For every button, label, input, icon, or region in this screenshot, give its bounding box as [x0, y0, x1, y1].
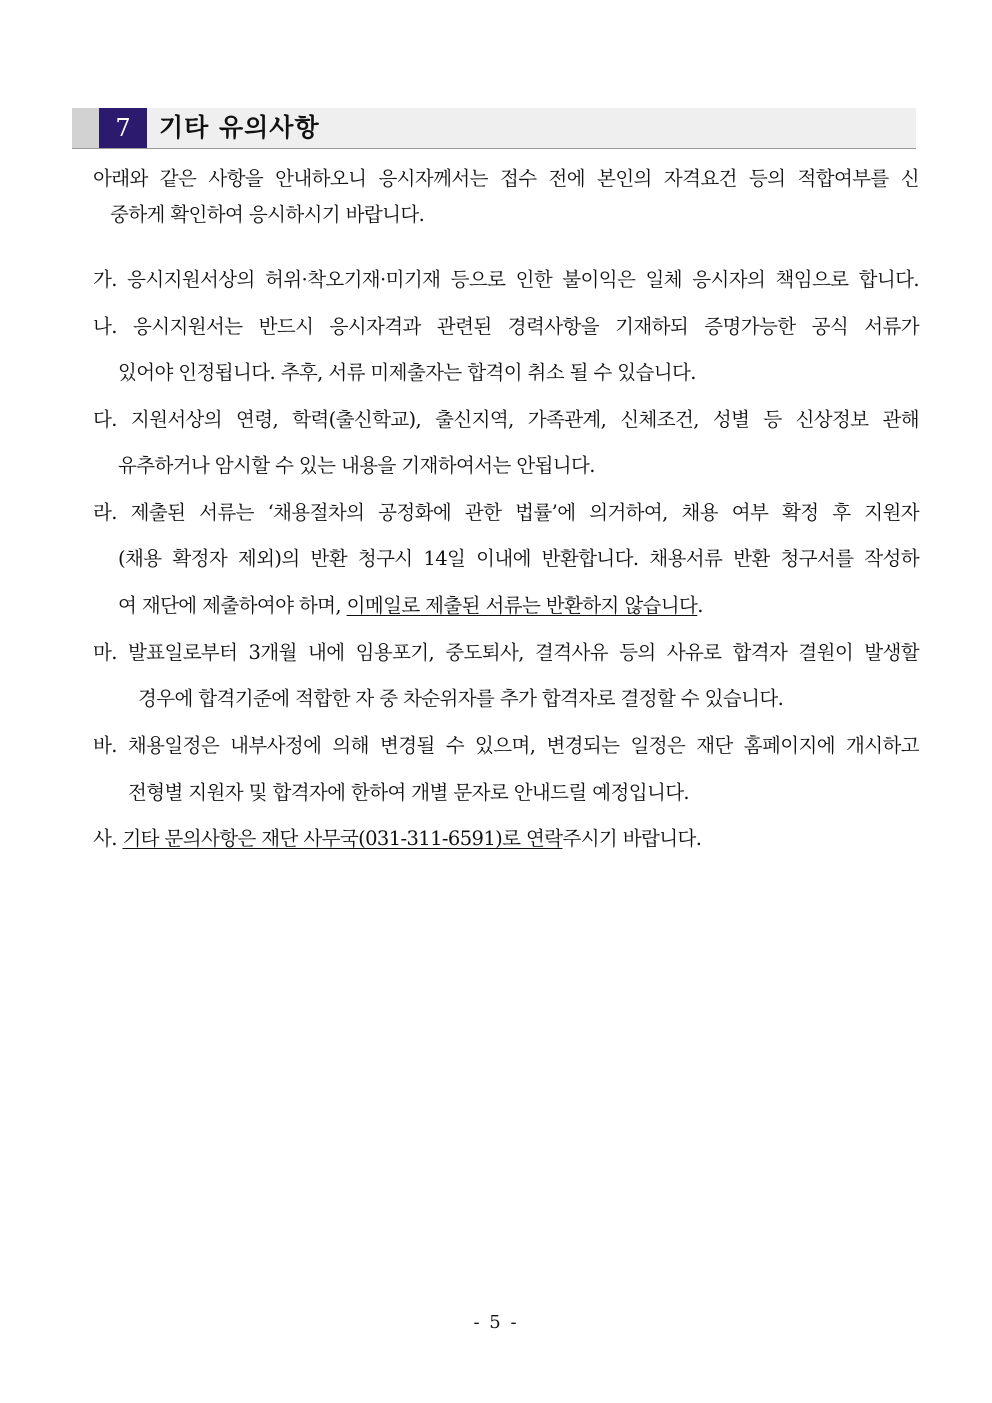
item-da-line-1: 다. 지원서상의 연령, 학력(출신학교), 출신지역, 가족관계, 신체조건, 성별 등 신상정보 관해	[93, 408, 919, 431]
item-ga-line-1: 가. 응시지원서상의 허위·착오기재·미기재 등으로 인한 불이익은 일체 응시자의 책임으로 합니다.	[93, 268, 919, 291]
item-sa-line-1	[93, 827, 919, 851]
item-ma-line-1: 마. 발표일로부터 3개월 내에 임용포기, 중도퇴사, 결격사유 등의 사유로 합격자 결원이 발생할	[93, 641, 919, 664]
item-ra-line-2: (채용 확정자 제외)의 반환 청구시 14일 이내에 반환합니다. 채용서류 반환 청구서를 작성하	[118, 547, 919, 570]
item-sa-prefix: 사.	[93, 827, 123, 850]
item-ba-line-1: 바. 채용일정은 내부사정에 의해 변경될 수 있으며, 변경되는 일정은 재단 홈페이지에 개시하고	[93, 734, 919, 757]
intro-line-2: 중하게 확인하여 응시하시기 바랍니다.	[110, 203, 425, 226]
item-sa-suffix: 주시기 바랍니다.	[562, 827, 702, 850]
item-na-line-1: 나. 응시지원서는 반드시 응시자격과 관련된 경력사항을 기재하되 증명가능한 공식 서류가	[93, 315, 919, 338]
item-ba-line-2: 전형별 지원자 및 합격자에 한하여 개별 문자로 안내드릴 예정입니다.	[128, 781, 690, 804]
item-ra-line-3-prefix: 여 재단에 제출하여야 하며,	[118, 594, 347, 617]
item-ra-line-1: 라. 제출된 서류는 ‘채용절차의 공정화에 관한 법률’에 의거하여, 채용 여부 확정 후 지원자	[93, 501, 919, 524]
item-ra-line-3	[118, 594, 919, 618]
section-header-strip	[72, 108, 99, 148]
item-da-line-2: 유추하거나 암시할 수 있는 내용을 기재하여서는 안됩니다.	[118, 454, 595, 477]
item-na-line-2: 있어야 인정됩니다. 추후, 서류 미제출자는 합격이 취소 될 수 있습니다.	[118, 361, 696, 384]
page-number: - 5 -	[473, 1312, 519, 1333]
section-title: 기타 유의사항	[159, 113, 320, 142]
intro-line-1: 아래와 같은 사항을 안내하오니 응시자께서는 접수 전에 본인의 자격요건 등의 적합여부를 신	[93, 167, 919, 190]
item-ra-underlined-note: 이메일로 제출된 서류는 반환하지 않습니다	[346, 594, 698, 617]
item-sa-contact-underlined: 기타 문의사항은 재단 사무국(031-311-6591)로 연락	[122, 827, 563, 850]
item-ra-line-3-suffix: .	[697, 594, 703, 617]
item-ma-line-2: 경우에 합격기준에 적합한 자 중 차순위자를 추가 합격자로 결정할 수 있습니다.	[138, 687, 784, 710]
section-number-badge: 7	[99, 108, 147, 148]
